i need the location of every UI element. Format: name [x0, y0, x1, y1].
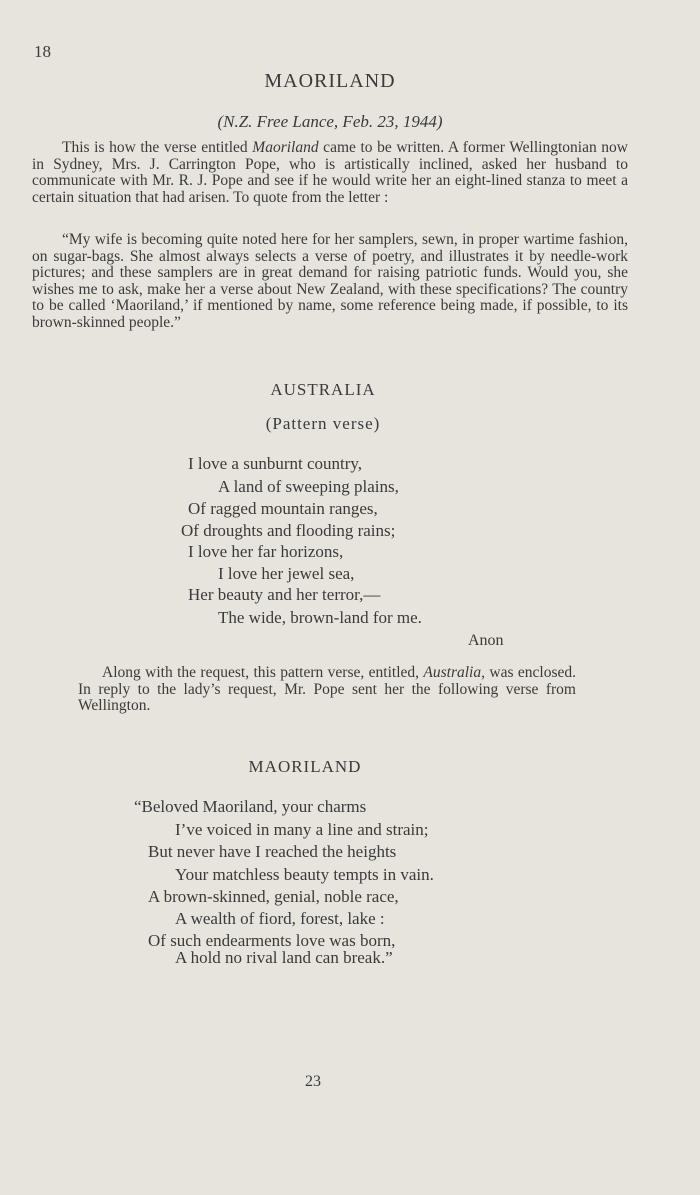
poem1-line: I love her far horizons,	[188, 542, 344, 561]
poem2-line: I’ve voiced in many a line and strain;	[175, 820, 429, 839]
poem2-line: A brown-skinned, genial, noble race,	[148, 887, 399, 906]
letter-paragraph	[32, 232, 628, 331]
poem2-heading: MAORILAND	[248, 757, 362, 776]
middle-paragraph	[78, 665, 576, 715]
letter-text: “My wife is becoming quite noted here for her samplers, sewn, in proper wartime fashion, on sugar-bags. She almost always selects a verse of poetry, and illustrates it by needle-work pictures; and these samplers are in great demand for raising patriotic funds. Would you, she wishes me to ask, make her a verse about New Zealand, with these specifications? The country to be called ‘Maoriland,’ if mentioned by name, some reference being made, if possible, to its brown-skinned people.”	[32, 231, 628, 331]
poem1-line: I love a sunburnt country,	[188, 454, 363, 473]
poem2-line: But never have I reached the heights	[148, 842, 397, 861]
page-number: 18	[34, 42, 51, 61]
intro-emphasis: Maoriland	[252, 139, 319, 156]
middle-emphasis: Australia,	[423, 664, 485, 681]
poem1-line: Of ragged mountain ranges,	[188, 499, 378, 518]
intro-paragraph	[32, 140, 628, 206]
poem1-line: The wide, brown-land for me.	[218, 608, 422, 627]
intro-text-2: came to be written. A former Wellingtonian now in Sydney, Mrs. J. Carrington Pope, who is artistically inclined, asked her husband to communicate with Mr. R. J. Pope and see if he would write her an eight-lined stanza to meet a certain situation that had arisen. To quote from the letter :	[32, 139, 628, 206]
poem1-line: I love her jewel sea,	[218, 564, 355, 583]
poem1-line: Her beauty and her terror,—	[188, 585, 381, 604]
poem1-line: A land of sweeping plains,	[218, 477, 399, 496]
poem1-subheading: (Pattern verse)	[265, 414, 381, 433]
poem2-line: A wealth of fiord, forest, lake :	[175, 909, 385, 928]
middle-text-2: was enclosed. In reply to the lady’s request, Mr. Pope sent her the following verse from Wellington.	[78, 664, 576, 714]
folio-number: 23	[305, 1073, 321, 1090]
poem2-line: Of such endearments love was born,	[148, 931, 396, 950]
intro-text-1: This is how the verse entitled	[62, 139, 253, 156]
poem2-line: Your matchless beauty tempts in vain.	[175, 865, 434, 884]
page-title: MAORILAND	[264, 70, 396, 92]
source-citation: (N.Z. Free Lance, Feb. 23, 1944)	[217, 112, 443, 131]
poem1-line: Of droughts and flooding rains;	[181, 521, 396, 540]
poem1-author: Anon	[468, 632, 504, 649]
poem2-line: A hold no rival land can break.”	[175, 948, 393, 967]
poem2-line: “Beloved Maoriland, your charms	[134, 797, 367, 816]
poem1-heading: AUSTRALIA	[270, 380, 376, 399]
middle-text-1: Along with the request, this pattern verse, entitled,	[102, 664, 424, 681]
